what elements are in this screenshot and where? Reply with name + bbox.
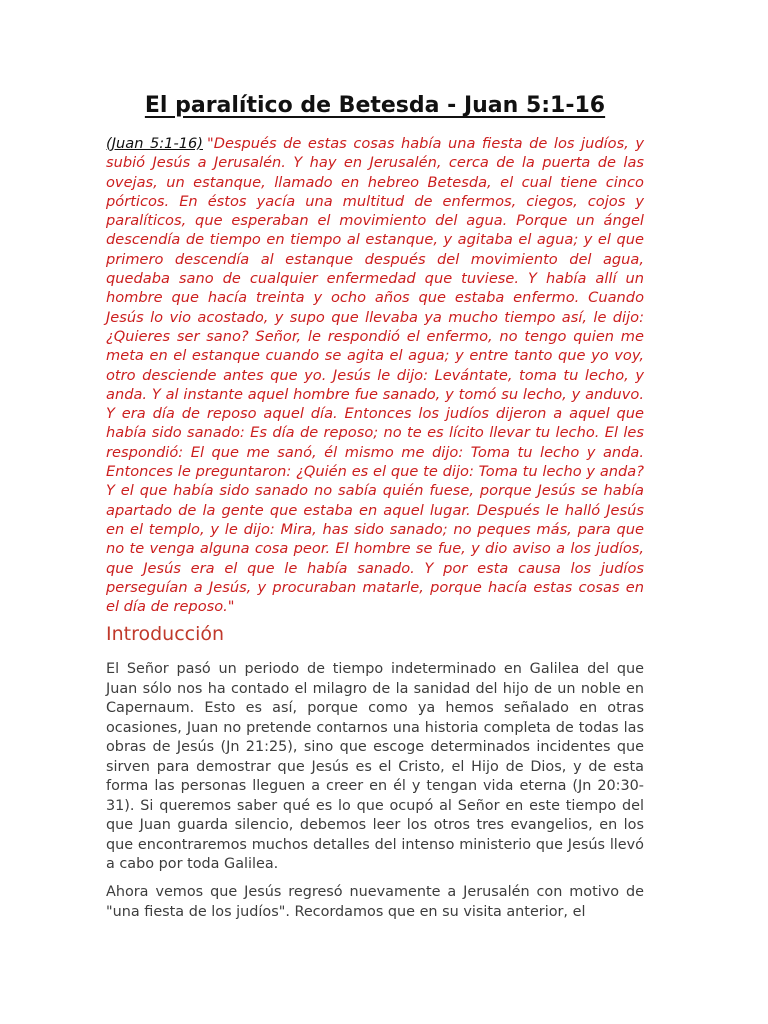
section-heading-introduccion: Introducción: [106, 623, 225, 645]
scripture-reference: (Juan 5:1-16): [106, 135, 203, 152]
scripture-passage: [106, 134, 644, 616]
scripture-text: "Después de estas cosas había una fiesta de los judíos, y subió Jesús a Jerusalén. Y hay en Jerusalén, cerca de la puerta de las ovejas, un estanque, llamado en hebreo Betesda, el cual tiene cinco pórticos. En éstos yacía una multitud de enfermos, ciegos, cojos y paralíticos, que esperaban el movimiento del agua. Porque un ángel descendía de tiempo en tiempo al estanque, y agitaba el agua; y el que primero descendía al estanque después del movimiento del agua, quedaba sano de cualquier enfermedad que tuviese. Y había allí un hombre que hacía treinta y ocho años que estaba enfermo. Cuando Jesús lo vio acostado, y supo que llevaba ya mucho tiempo así, le dijo: ¿Quieres ser sano? Señor, le respondió el enfermo, no tengo quien me meta en el estanque cuando se agita el agua; y entre tanto que yo voy, otro desciende antes que yo. Jesús le dijo: Levántate, toma tu lecho, y anda. Y al instante aquel hombre fue sanado, y tomó su lecho, y anduvo. Y era día de reposo aquel día. Entonces los judíos dijeron a aquel que había sido sanado: Es día de reposo; no te es lícito llevar tu lecho. El les respondió: El que me sanó, él mismo me dijo: Toma tu lecho y anda. Entonces le preguntaron: ¿Quién es el que te dijo: Toma tu lecho y anda? Y el que había sido sanado no sabía quién fuese, porque Jesús se había apartado de la gente que estaba en aquel lugar. Después le halló Jesús en el templo, y le dijo: Mira, has sido sanado; no peques más, para que no te venga alguna cosa peor. El hombre se fue, y dio aviso a los judíos, que Jesús era el que le había sanado. Y por esta causa los judíos perseguían a Jesús, y procuraban matarle, porque hacía estas cosas en el día de reposo.": [106, 135, 644, 616]
body-paragraph: Ahora vemos que Jesús regresó nuevamente a Jerusalén con motivo de "una fiesta de los judíos". Recordamos que en su visita anterior, el: [106, 884, 644, 920]
document-title: El paralítico de Betesda - Juan 5:1-16: [144, 93, 606, 118]
body-paragraph: El Señor pasó un periodo de tiempo indeterminado en Galilea del que Juan sólo nos ha contado el milagro de la sanidad del hijo de un noble en Capernaum. Esto es así, porque como ya hemos señalado en otras ocasiones, Juan no pretende contarnos una historia completa de todas las obras de Jesús (Jn 21:25), sino que escoge determinados incidentes que sirven para demostrar que Jesús es el Cristo, el Hijo de Dios, y de esta forma las personas lleguen a creer en él y tengan vida eterna (Jn 20:30-31). Si queremos saber qué es lo que ocupó al Señor en este tiempo del que Juan guarda silencio, debemos leer los otros tres evangelios, en los que encontraremos muchos detalles del intenso ministerio que Jesús llevó a cabo por toda Galilea.: [106, 661, 644, 872]
